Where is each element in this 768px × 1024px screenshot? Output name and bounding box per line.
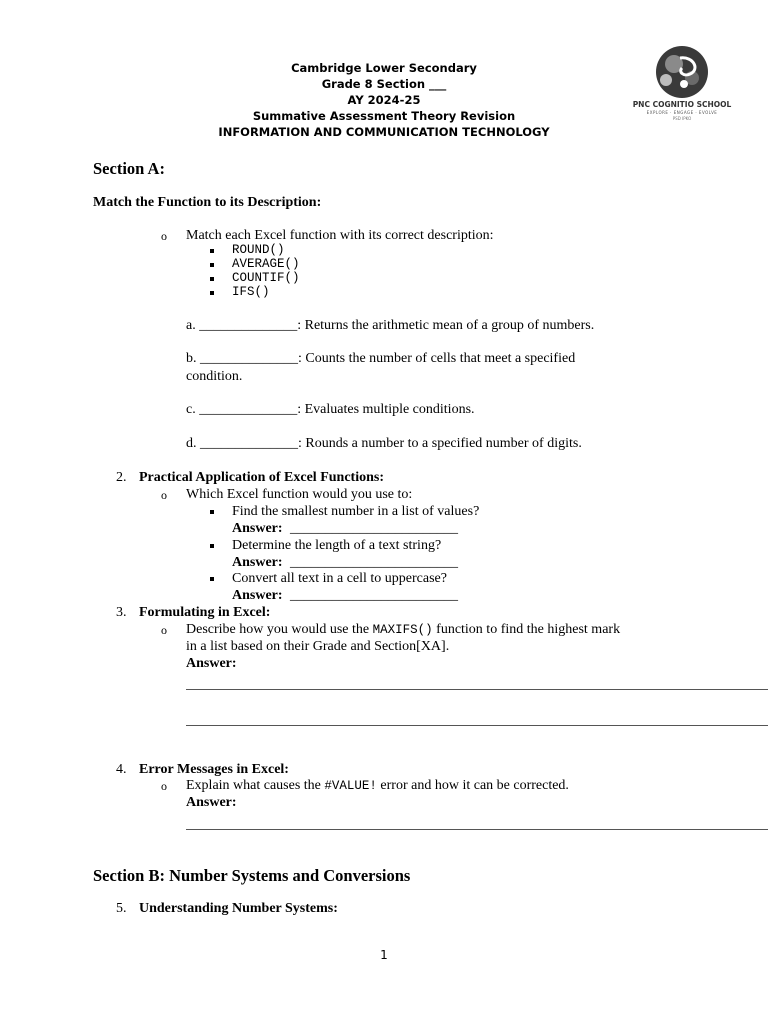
q3-text-post: function to find the highest mark — [436, 622, 621, 637]
header-line-1: Cambridge Lower Secondary — [291, 61, 477, 75]
circle-bullet-icon: o — [161, 229, 167, 243]
q3-title: Formulating in Excel: — [139, 605, 271, 620]
answer-label: Answer: — [232, 588, 283, 603]
answer-line[interactable] — [186, 689, 768, 690]
q2-item: Convert all text in a cell to uppercase? — [232, 571, 447, 586]
q3-code: MAXIFS() — [372, 623, 433, 637]
answer-label: Answer: — [232, 521, 283, 536]
q3-number: 3. — [116, 605, 127, 620]
q5-number: 5. — [116, 901, 127, 916]
header-line-5: INFORMATION AND COMMUNICATION TECHNOLOGY — [218, 125, 550, 139]
function-item: IFS() — [232, 285, 270, 299]
logo-sub: PSD IPKO — [672, 116, 692, 121]
answer-line[interactable] — [186, 829, 768, 830]
match-a: a. ______________: Returns the arithmetic mean of a group of numbers. — [186, 318, 595, 333]
answer-blank[interactable]: ________________________ — [290, 555, 458, 570]
q4-text-pre: Explain what causes the — [186, 778, 321, 793]
q3-text-pre: Describe how you would use the — [186, 622, 370, 637]
q3-text — [186, 622, 620, 638]
page-number: 1 — [380, 948, 388, 962]
circle-bullet-icon: o — [161, 623, 167, 637]
match-b: b. ______________: Counts the number of cells that meet a specified — [186, 351, 576, 366]
q5-title: Understanding Number Systems: — [139, 901, 338, 916]
answer-blank[interactable]: ________________________ — [290, 521, 458, 536]
match-c: c. ______________: Evaluates multiple conditions. — [186, 402, 475, 417]
square-bullet-icon — [210, 510, 214, 514]
q2-item: Determine the length of a text string? — [232, 538, 442, 553]
logo-tagline: EXPLORE · ENGAGE · EVOLVE — [646, 110, 718, 115]
q2-title: Practical Application of Excel Functions: — [139, 470, 384, 485]
answer-label: Answer: — [186, 656, 237, 671]
square-bullet-icon — [210, 544, 214, 548]
section-b-title: Section B: Number Systems and Conversions — [93, 866, 411, 885]
function-item: ROUND() — [232, 243, 285, 257]
q3-text-2: in a list based on their Grade and Section[XA]. — [186, 639, 450, 654]
answer-blank[interactable]: ________________________ — [290, 588, 458, 603]
logo-name: PNC COGNITIO SCHOOL — [632, 100, 732, 109]
header-line-2: Grade 8 Section ___ — [321, 77, 447, 91]
match-d: d. ______________: Rounds a number to a specified number of digits. — [186, 436, 582, 451]
square-bullet-icon — [210, 249, 214, 253]
q4-text-post: error and how it can be corrected. — [380, 778, 569, 793]
square-bullet-icon — [210, 277, 214, 281]
school-logo — [632, 44, 732, 124]
q2-lead: Which Excel function would you use to: — [186, 487, 413, 502]
answer-label: Answer: — [186, 795, 237, 810]
square-bullet-icon — [210, 291, 214, 295]
circle-bullet-icon: o — [161, 779, 167, 793]
q1-heading: Match the Function to its Description: — [93, 195, 322, 210]
square-bullet-icon — [210, 577, 214, 581]
circle-bullet-icon: o — [161, 488, 167, 502]
function-item: AVERAGE() — [232, 257, 300, 271]
header-line-3: AY 2024-25 — [347, 93, 421, 107]
match-b-cont: condition. — [186, 369, 243, 384]
square-bullet-icon — [210, 263, 214, 267]
q4-number: 4. — [116, 762, 127, 777]
q2-number: 2. — [116, 470, 127, 485]
q4-title: Error Messages in Excel: — [139, 762, 289, 777]
answer-line[interactable] — [186, 725, 768, 726]
q2-item: Find the smallest number in a list of values? — [232, 504, 480, 519]
q4-text — [186, 778, 569, 794]
q4-code: #VALUE! — [324, 779, 377, 793]
section-a-title: Section A: — [93, 159, 165, 178]
q1-instruction: Match each Excel function with its correct description: — [186, 228, 494, 243]
function-item: COUNTIF() — [232, 271, 300, 285]
answer-label: Answer: — [232, 555, 283, 570]
header-line-4: Summative Assessment Theory Revision — [252, 109, 516, 123]
